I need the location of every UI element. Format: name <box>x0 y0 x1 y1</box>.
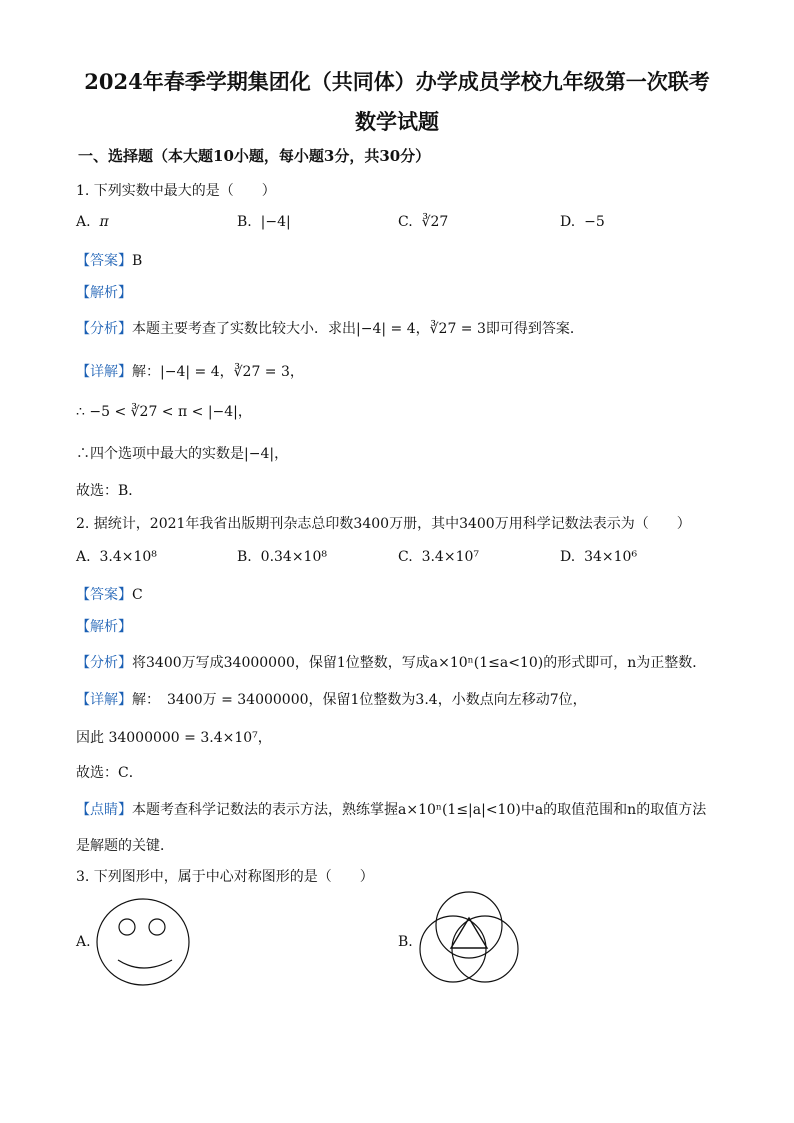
q1-option-b: B. |−4| <box>237 214 291 230</box>
q2-detail: 【详解】解： 3400万 = 34000000，保留1位整数为3.4，小数点向左移动7位， <box>76 692 587 708</box>
q1-answer: 【答案】B <box>76 253 143 269</box>
smiley-face-figure <box>90 896 200 988</box>
q2-option-c: C. 3.4×10⁷ <box>398 549 479 565</box>
q2-dianjing: 【点睛】本题考查科学记数法的表示方法，熟练掌握a×10ⁿ(1≤|a|<10)中a的取值范围和n的取值方法 <box>76 802 707 818</box>
q1-detail: 【详解】解：|−4| = 4，∛27 = 3， <box>76 364 304 380</box>
q3-stem: 3. 下列图形中，属于中心对称图形的是（ ） <box>76 869 374 885</box>
section-heading: 一、选择题（本大题10小题，每小题3分，共30分） <box>78 147 431 165</box>
q3-option-b-label: B. <box>398 934 413 950</box>
q1-stem: 1. 下列实数中最大的是（ ） <box>76 183 276 199</box>
q1-option-c: C. ∛27 <box>398 214 449 230</box>
q3-option-a-label: A. <box>76 934 91 950</box>
q2-analysis-tag: 【解析】 <box>76 619 132 635</box>
q1-choose: 故选：B． <box>76 483 143 499</box>
circles-triangle-figure <box>414 888 524 992</box>
q1-conclusion: ∴四个选项中最大的实数是|−4|， <box>76 446 289 462</box>
q2-choose: 故选：C． <box>76 765 143 781</box>
q1-option-d: D. −5 <box>560 214 605 230</box>
q2-option-b: B. 0.34×10⁸ <box>237 549 327 565</box>
title-line-1: 2024年春季学期集团化（共同体）办学成员学校九年级第一次联考 <box>84 69 710 94</box>
q2-answer: 【答案】C <box>76 587 143 603</box>
q2-option-d: D. 34×10⁶ <box>560 549 638 565</box>
q1-option-a: A. π <box>76 214 109 230</box>
q1-chain: ∴ −5 < ∛27 < π < |−4|， <box>76 404 252 420</box>
q2-stem: 2. 据统计，2021年我省出版期刊杂志总印数3400万册，其中3400万用科学记数法表示为（ ） <box>76 516 691 532</box>
q2-fenxi: 【分析】将3400万写成34000000，保留1位整数，写成a×10ⁿ(1≤a<10)的形式即可，n为正整数． <box>76 655 707 671</box>
title-line-2: 数学试题 <box>355 109 439 134</box>
q1-analysis-tag: 【解析】 <box>76 285 132 301</box>
q1-fenxi: 【分析】本题主要考查了实数比较大小．求出|−4| = 4，∛27 = 3即可得到答案． <box>76 321 584 337</box>
q2-option-a: A. 3.4×10⁸ <box>76 549 157 565</box>
q2-therefore: 因此 34000000 = 3.4×10⁷， <box>76 730 272 746</box>
q2-dianjing-cont: 是解题的关键． <box>76 838 174 854</box>
